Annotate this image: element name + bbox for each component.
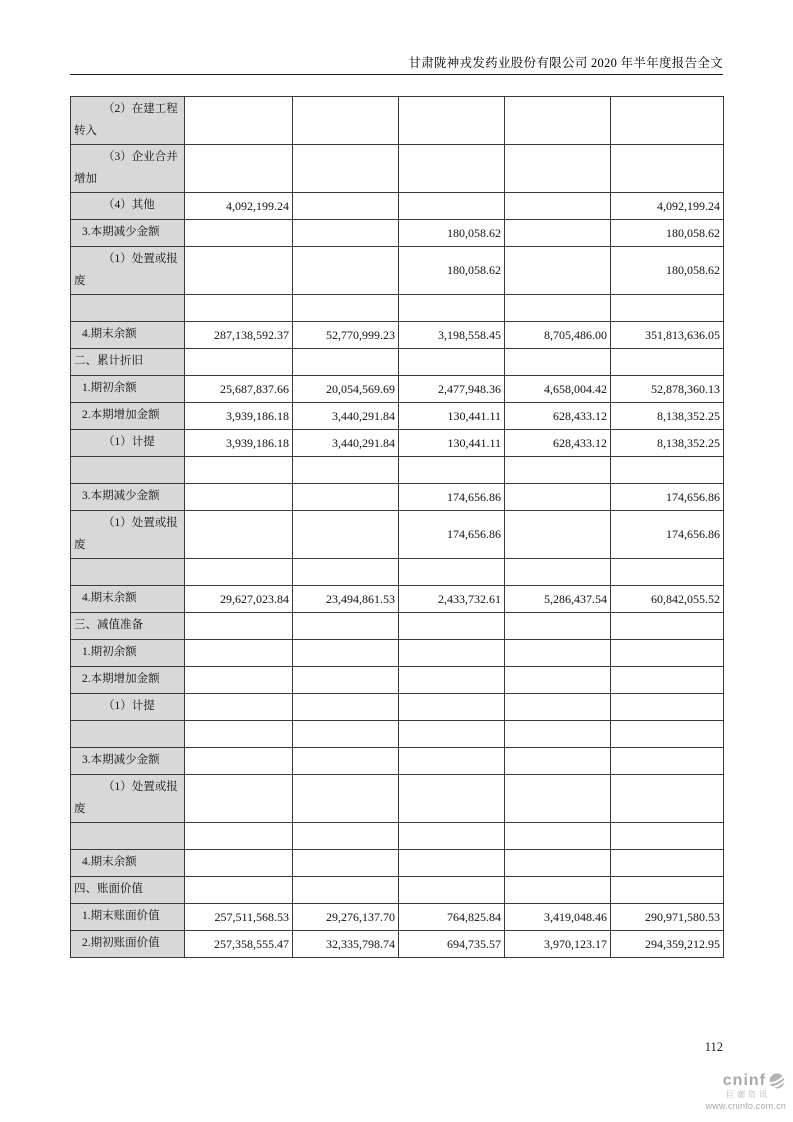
value-cell <box>185 247 293 295</box>
value-cell <box>611 295 724 322</box>
row-label-cell: 1.期初余额 <box>71 376 185 403</box>
table-row <box>71 193 724 220</box>
value-cell <box>505 145 611 193</box>
value-cell <box>293 295 399 322</box>
value-cell <box>293 457 399 484</box>
value-cell: 174,656.86 <box>399 511 505 559</box>
table-row <box>71 349 724 376</box>
table-row <box>71 559 724 586</box>
value-cell: 23,494,861.53 <box>293 586 399 613</box>
value-cell <box>185 484 293 511</box>
table-row <box>71 586 724 613</box>
row-label-cell: 3.本期减少金额 <box>71 748 185 775</box>
row-label-cell: （4）其他 <box>71 193 185 220</box>
value-cell <box>505 484 611 511</box>
value-cell: 3,970,123.17 <box>505 931 611 958</box>
value-cell <box>293 220 399 247</box>
value-cell <box>185 850 293 877</box>
value-cell <box>505 775 611 823</box>
table-row <box>71 823 724 850</box>
header-divider <box>70 74 723 75</box>
value-cell <box>293 145 399 193</box>
value-cell <box>185 613 293 640</box>
value-cell: 60,842,055.52 <box>611 586 724 613</box>
value-cell <box>611 559 724 586</box>
value-cell <box>185 748 293 775</box>
value-cell <box>611 145 724 193</box>
value-cell <box>399 145 505 193</box>
value-cell <box>611 775 724 823</box>
cninfo-url: www.cninfo.com.cn <box>705 1101 786 1111</box>
value-cell <box>505 457 611 484</box>
value-cell <box>293 694 399 721</box>
value-cell <box>505 511 611 559</box>
value-cell <box>293 97 399 145</box>
value-cell <box>505 640 611 667</box>
value-cell <box>505 667 611 694</box>
value-cell: 32,335,798.74 <box>293 931 399 958</box>
value-cell <box>399 349 505 376</box>
table-row <box>71 748 724 775</box>
table-row <box>71 145 724 193</box>
value-cell <box>399 877 505 904</box>
row-label-cell <box>71 823 185 850</box>
value-cell <box>185 559 293 586</box>
value-cell <box>293 349 399 376</box>
value-cell: 130,441.11 <box>399 430 505 457</box>
value-cell <box>611 721 724 748</box>
table-row <box>71 613 724 640</box>
value-cell: 5,286,437.54 <box>505 586 611 613</box>
value-cell: 130,441.11 <box>399 403 505 430</box>
value-cell <box>399 457 505 484</box>
row-label-cell: 四、账面价值 <box>71 877 185 904</box>
value-cell: 8,138,352.25 <box>611 430 724 457</box>
value-cell: 3,440,291.84 <box>293 403 399 430</box>
value-cell: 257,511,568.53 <box>185 904 293 931</box>
value-cell <box>611 97 724 145</box>
value-cell: 2,433,732.61 <box>399 586 505 613</box>
value-cell: 52,770,999.23 <box>293 322 399 349</box>
value-cell: 20,054,569.69 <box>293 376 399 403</box>
value-cell: 3,198,558.45 <box>399 322 505 349</box>
value-cell <box>293 247 399 295</box>
value-cell <box>185 295 293 322</box>
table-row <box>71 97 724 145</box>
value-cell: 29,627,023.84 <box>185 586 293 613</box>
value-cell: 174,656.86 <box>611 511 724 559</box>
value-cell: 257,358,555.47 <box>185 931 293 958</box>
row-label-cell: 4.期末余额 <box>71 850 185 877</box>
table-body <box>71 97 724 958</box>
table-row <box>71 931 724 958</box>
value-cell <box>505 721 611 748</box>
row-label-cell: 2.本期增加金额 <box>71 403 185 430</box>
value-cell <box>293 775 399 823</box>
value-cell <box>293 721 399 748</box>
value-cell <box>611 748 724 775</box>
cninfo-chinese-name: 巨潮资讯 <box>726 1090 770 1099</box>
value-cell: 4,092,199.24 <box>185 193 293 220</box>
row-label-cell: （1）处置或报废 <box>71 247 185 295</box>
value-cell <box>611 613 724 640</box>
value-cell <box>185 775 293 823</box>
table-row <box>71 247 724 295</box>
fixed-assets-table <box>70 96 724 958</box>
row-label-cell: 2.本期增加金额 <box>71 667 185 694</box>
page-number: 112 <box>704 1040 723 1054</box>
value-cell <box>185 640 293 667</box>
value-cell <box>505 850 611 877</box>
value-cell: 351,813,636.05 <box>611 322 724 349</box>
value-cell <box>293 511 399 559</box>
value-cell <box>293 877 399 904</box>
row-label-cell: 二、累计折旧 <box>71 349 185 376</box>
value-cell: 764,825.84 <box>399 904 505 931</box>
value-cell <box>505 694 611 721</box>
row-label-cell: （3）企业合并增加 <box>71 145 185 193</box>
value-cell: 8,705,486.00 <box>505 322 611 349</box>
row-label-cell: （1）计提 <box>71 430 185 457</box>
value-cell: 628,433.12 <box>505 403 611 430</box>
table-row <box>71 850 724 877</box>
table-row <box>71 457 724 484</box>
row-label-cell: （1）处置或报废 <box>71 775 185 823</box>
value-cell <box>505 613 611 640</box>
value-cell: 3,939,186.18 <box>185 403 293 430</box>
value-cell <box>399 823 505 850</box>
value-cell: 180,058.62 <box>399 247 505 295</box>
row-label-cell: 三、减值准备 <box>71 613 185 640</box>
value-cell: 3,440,291.84 <box>293 430 399 457</box>
value-cell <box>505 349 611 376</box>
cninfo-brand-text: cninf <box>722 1072 766 1089</box>
value-cell <box>185 877 293 904</box>
value-cell <box>293 193 399 220</box>
value-cell <box>611 349 724 376</box>
value-cell <box>293 484 399 511</box>
value-cell <box>505 823 611 850</box>
value-cell <box>185 694 293 721</box>
value-cell <box>293 559 399 586</box>
value-cell <box>399 775 505 823</box>
row-label-cell: 2.期初账面价值 <box>71 931 185 958</box>
value-cell <box>293 823 399 850</box>
value-cell <box>611 640 724 667</box>
value-cell: 4,092,199.24 <box>611 193 724 220</box>
table-row <box>71 721 724 748</box>
value-cell <box>185 220 293 247</box>
value-cell <box>185 349 293 376</box>
value-cell: 8,138,352.25 <box>611 403 724 430</box>
value-cell <box>505 877 611 904</box>
row-label-cell: 4.期末余额 <box>71 322 185 349</box>
row-label-cell: （1）处置或报废 <box>71 511 185 559</box>
table-row <box>71 511 724 559</box>
value-cell <box>185 721 293 748</box>
row-label-cell: （1）计提 <box>71 694 185 721</box>
value-cell <box>293 640 399 667</box>
table-row <box>71 877 724 904</box>
value-cell: 287,138,592.37 <box>185 322 293 349</box>
row-label-cell: 3.本期减少金额 <box>71 220 185 247</box>
value-cell <box>505 220 611 247</box>
table-row <box>71 667 724 694</box>
value-cell: 174,656.86 <box>399 484 505 511</box>
value-cell <box>185 145 293 193</box>
table-row <box>71 376 724 403</box>
value-cell <box>399 97 505 145</box>
value-cell: 180,058.62 <box>399 220 505 247</box>
value-cell <box>611 694 724 721</box>
value-cell <box>185 511 293 559</box>
value-cell: 628,433.12 <box>505 430 611 457</box>
table-row <box>71 904 724 931</box>
value-cell <box>399 640 505 667</box>
row-label-cell: 3.本期减少金额 <box>71 484 185 511</box>
value-cell <box>505 97 611 145</box>
value-cell: 290,971,580.53 <box>611 904 724 931</box>
value-cell <box>611 823 724 850</box>
table-row <box>71 484 724 511</box>
table-row <box>71 694 724 721</box>
value-cell: 3,939,186.18 <box>185 430 293 457</box>
row-label-cell: 1.期初余额 <box>71 640 185 667</box>
row-label-cell: （2）在建工程转入 <box>71 97 185 145</box>
value-cell <box>399 748 505 775</box>
value-cell: 4,658,004.42 <box>505 376 611 403</box>
value-cell <box>399 559 505 586</box>
value-cell: 294,359,212.95 <box>611 931 724 958</box>
value-cell: 3,419,048.46 <box>505 904 611 931</box>
value-cell <box>505 247 611 295</box>
value-cell <box>505 193 611 220</box>
row-label-cell <box>71 721 185 748</box>
value-cell <box>185 97 293 145</box>
value-cell <box>611 667 724 694</box>
table-row <box>71 430 724 457</box>
value-cell: 29,276,137.70 <box>293 904 399 931</box>
value-cell <box>611 877 724 904</box>
row-label-cell <box>71 457 185 484</box>
value-cell: 25,687,837.66 <box>185 376 293 403</box>
value-cell <box>399 667 505 694</box>
value-cell <box>611 850 724 877</box>
row-label-cell <box>71 559 185 586</box>
value-cell: 174,656.86 <box>611 484 724 511</box>
value-cell <box>293 613 399 640</box>
value-cell: 180,058.62 <box>611 220 724 247</box>
value-cell <box>505 295 611 322</box>
value-cell <box>399 694 505 721</box>
value-cell <box>293 748 399 775</box>
value-cell: 2,477,948.36 <box>399 376 505 403</box>
cninfo-logo-row <box>706 1072 786 1090</box>
value-cell: 180,058.62 <box>611 247 724 295</box>
row-label-cell: 4.期末余额 <box>71 586 185 613</box>
value-cell <box>399 850 505 877</box>
value-cell <box>505 748 611 775</box>
value-cell <box>293 667 399 694</box>
value-cell <box>505 559 611 586</box>
table-row <box>71 775 724 823</box>
value-cell <box>185 457 293 484</box>
cninfo-logo <box>706 1072 786 1111</box>
value-cell <box>399 193 505 220</box>
table-row <box>71 322 724 349</box>
report-header-title: 甘肃陇神戎发药业股份有限公司 2020 年半年度报告全文 <box>408 56 723 70</box>
row-label-cell <box>71 295 185 322</box>
value-cell: 52,878,360.13 <box>611 376 724 403</box>
table-row <box>71 295 724 322</box>
value-cell <box>399 613 505 640</box>
table-row <box>71 220 724 247</box>
table-row <box>71 403 724 430</box>
value-cell <box>399 721 505 748</box>
value-cell <box>611 457 724 484</box>
value-cell <box>185 667 293 694</box>
value-cell <box>185 823 293 850</box>
table-row <box>71 640 724 667</box>
row-label-cell: 1.期末账面价值 <box>71 904 185 931</box>
value-cell: 694,735.57 <box>399 931 505 958</box>
value-cell <box>293 850 399 877</box>
value-cell <box>399 295 505 322</box>
cninfo-swirl-icon <box>768 1072 786 1090</box>
